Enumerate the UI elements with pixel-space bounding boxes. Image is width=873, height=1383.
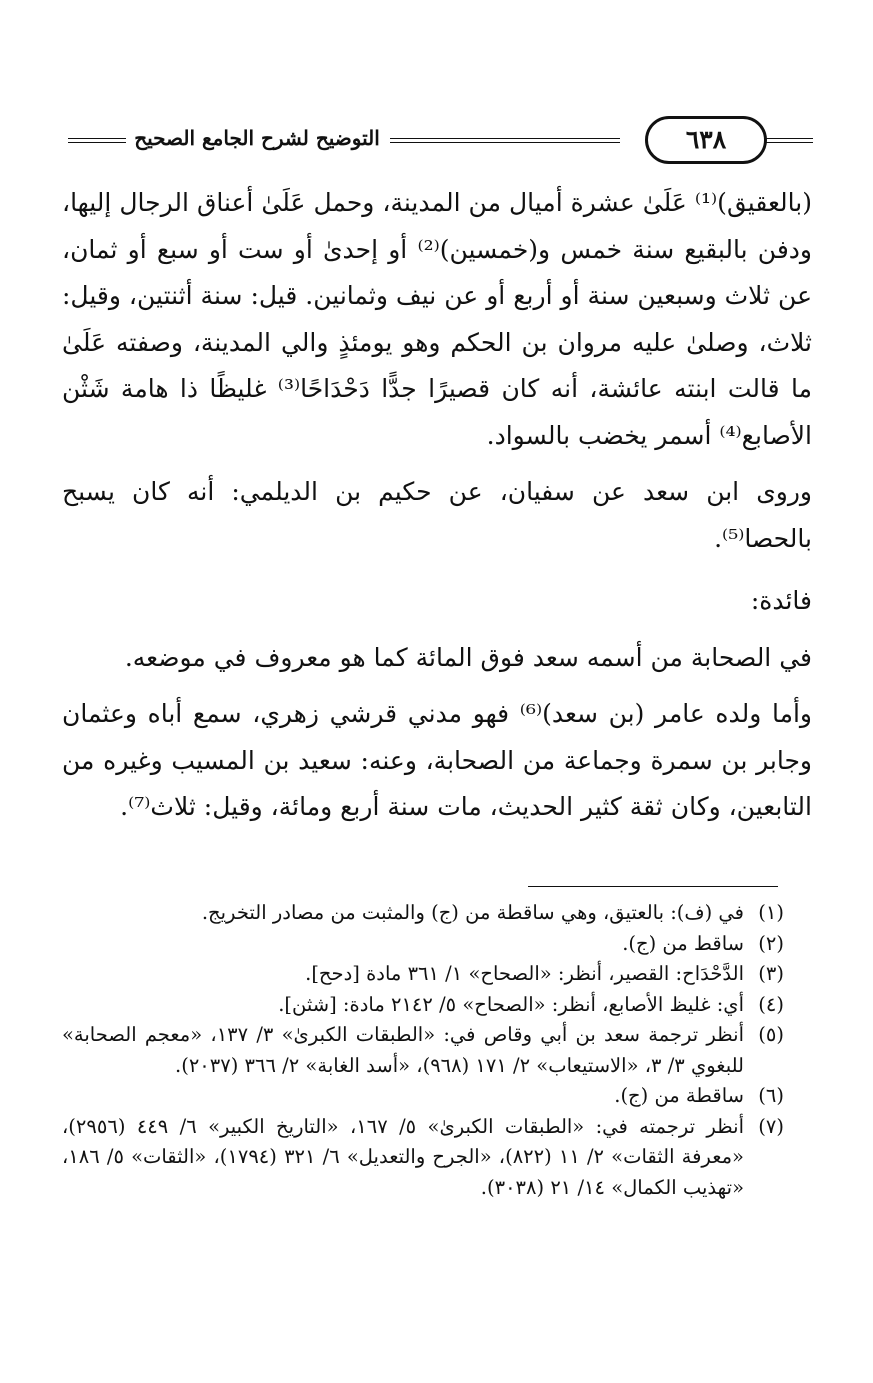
footnote bbox=[62, 1020, 790, 1081]
footnotes bbox=[62, 898, 790, 1203]
footnote-text: الدَّحْدَاح: القصير، أنظر: «الصحاح» ١/ ٣٦١ مادة [دحح]. bbox=[305, 962, 744, 985]
page-number: ٦٣٨ bbox=[645, 116, 767, 164]
paragraph: وروى ابن سعد عن سفيان، عن حكيم بن الديلمي: أنه كان يسبح بالحصا⁽⁵⁾. bbox=[62, 477, 812, 553]
footnote-text: أي: غليظ الأصابع، أنظر: «الصحاح» ٥/ ٢١٤٢ مادة: [شثن]. bbox=[278, 992, 744, 1016]
footnote-text: أنظر ترجمة سعد بن أبي وقاص في: «الطبقات الكبرىٰ» ٣/ ١٣٧، «معجم الصحابة» للبغوي ٣/ ٣، «الاستيعاب» ٢/ ١٧١ (٩٦٨)، «أسد الغابة» ٢/ ٣٦٦ (٢٠٣٧). bbox=[62, 1023, 744, 1077]
footnote-separator bbox=[528, 886, 778, 887]
footnote bbox=[62, 898, 790, 929]
footnote-text: ساقط من (ج). bbox=[622, 931, 744, 955]
footnote-text: في (ف): بالعتيق، وهي ساقطة من (ج) والمثبت من مصادر التخريج. bbox=[201, 901, 744, 924]
header-rule-middle bbox=[390, 138, 620, 143]
footnote bbox=[62, 1112, 790, 1204]
footnote-number: (٧) bbox=[758, 1114, 784, 1138]
header-rule-left bbox=[68, 138, 126, 143]
footnote-text: ساقطة من (ج). bbox=[614, 1084, 744, 1107]
paragraph: (بالعقيق)⁽¹⁾ عَلَىٰ عشرة أميال من المدينة، وحمل عَلَىٰ أعناق الرجال إليها، ودفن بالبقيع سنة خمس و(خمسين)⁽²⁾ أو إحدىٰ أو ست أو سبع أو ثمان، عن ثلاث وسبعين سنة أو أربع أو عن نيف وثمانين. قيل: سنة أثنتين، وقيل: ثلاث، وصلىٰ عليه مروان بن الحكم وهو يومئذٍ والي المدينة، وصفته عَلَىٰ ما قالت ابنته عائشة، أنه كان قصيرًا جدًّا دَحْدَاحًا⁽³⁾ غليظًا ذا هامة شَثْن الأصابع⁽⁴⁾ أسمر يخضب بالسواد. bbox=[62, 188, 812, 450]
section-heading: فائدة: bbox=[750, 586, 812, 615]
footnote-number: (٥) bbox=[758, 1023, 784, 1046]
footnote bbox=[62, 929, 790, 960]
main-text bbox=[62, 180, 812, 831]
footnote-number: (٤) bbox=[758, 992, 784, 1016]
footnote-text: أنظر ترجمته في: «الطبقات الكبرىٰ» ٥/ ١٦٧، «التاريخ الكبير» ٦/ ٤٤٩ (٢٩٥٦)، «معرفة الثقات» ٢/ ١١ (٨٢٢)، «الجرح والتعديل» ٦/ ٣٢١ (١٧٩٤)، «الثقات» ٥/ ١٨٦، «تهذيب الكمال» ١٤/ ٢١ (٣٠٣٨). bbox=[62, 1114, 744, 1199]
footnote-number: (٢) bbox=[758, 931, 784, 955]
page-header bbox=[60, 112, 820, 168]
paragraph: في الصحابة من أسمه سعد فوق المائة كما هو معروف في موضعه. bbox=[124, 642, 812, 672]
footnote-number: (٣) bbox=[758, 962, 784, 985]
header-rule-right bbox=[765, 138, 813, 143]
footnote-number: (١) bbox=[758, 901, 784, 924]
paragraph: وأما ولده عامر (بن سعد)⁽⁶⁾ فهو مدني قرشي زهري، سمع أباه وعثمان وجابر بن سمرة وجماعة من الصحابة، وعنه: سعيد بن المسيب وغيره من التابعين، وكان ثقة كثير الحديث، مات سنة أربع ومائة، وقيل: ثلاث⁽⁷⁾. bbox=[62, 699, 812, 821]
footnote bbox=[62, 959, 790, 990]
footnote-number: (٦) bbox=[758, 1084, 784, 1107]
footnote bbox=[62, 990, 790, 1021]
running-title: التوضيح لشرح الجامع الصحيح bbox=[134, 126, 380, 150]
footnote bbox=[62, 1081, 790, 1112]
